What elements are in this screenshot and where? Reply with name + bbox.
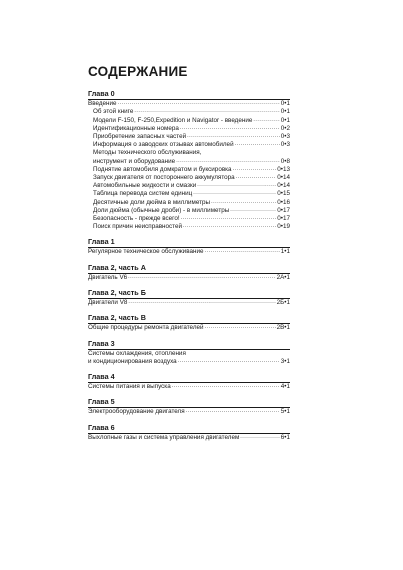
dot-leader xyxy=(236,173,277,181)
toc-entry[interactable] xyxy=(88,299,290,307)
chapter-heading: Глава 6 xyxy=(88,424,290,434)
toc-entry-title: Выхлопные газы и система управления двигателем xyxy=(88,433,240,441)
toc-page-number: 0•1 xyxy=(280,100,290,108)
chapter-heading: Глава 2, часть Б xyxy=(88,289,290,299)
toc-page-number: 0•8 xyxy=(280,157,290,165)
toc-chapter xyxy=(88,264,290,282)
dot-leader xyxy=(240,433,280,441)
toc-page-number: 0•15 xyxy=(277,190,290,198)
chapter-spacer xyxy=(88,417,290,424)
toc-chapter xyxy=(88,90,290,231)
dot-leader xyxy=(178,357,280,365)
toc-entry-title: Таблица перевода систем единиц xyxy=(93,190,193,198)
toc-page-number: 5•1 xyxy=(280,408,290,416)
dot-leader xyxy=(187,132,280,140)
dot-leader xyxy=(181,214,277,222)
chapter-heading: Глава 2, часть А xyxy=(88,264,290,274)
toc-page-number: 3•1 xyxy=(280,357,290,365)
toc-entry[interactable] xyxy=(88,274,290,282)
chapter-heading: Глава 5 xyxy=(88,398,290,408)
toc-entry-title: Двигатель V6 xyxy=(88,273,128,281)
toc-chapter xyxy=(88,424,290,442)
chapter-heading: Глава 3 xyxy=(88,340,290,350)
toc-entry-title: Поиск причин неисправностей xyxy=(93,223,183,231)
toc-entry-title: Безопасность - прежде всего! xyxy=(93,214,180,222)
dot-leader xyxy=(118,99,280,107)
toc-page-number: 2В•1 xyxy=(276,324,290,332)
toc-chapter xyxy=(88,289,290,307)
toc-entry-text[interactable]: Методы технического обслуживания, xyxy=(93,149,202,157)
toc-entry-title: Информация о заводских отзывах автомобилей xyxy=(93,141,234,149)
toc-page-number: 0•17 xyxy=(277,214,290,222)
toc-entry-title: и кондиционирования воздуха xyxy=(88,357,177,365)
dot-leader xyxy=(211,198,276,206)
toc-page-number: 0•16 xyxy=(277,198,290,206)
toc-entry-title: Запуск двигателя от постороннего аккумулятора xyxy=(93,173,235,181)
toc-entry-title: Электрооборудование двигателя xyxy=(88,408,185,416)
chapter-heading: Глава 1 xyxy=(88,238,290,248)
table-of-contents xyxy=(88,90,290,442)
dot-leader xyxy=(128,273,275,281)
toc-entry[interactable] xyxy=(88,324,290,332)
toc-entry-title: Регулярное техническое обслуживание xyxy=(88,248,204,256)
chapter-spacer xyxy=(88,231,290,238)
toc-entry-title: Введение xyxy=(88,100,117,108)
toc-entry[interactable] xyxy=(88,248,290,256)
toc-page-number: 0•1 xyxy=(280,108,290,116)
toc-page-number: 0•17 xyxy=(277,206,290,214)
page-title: СОДЕРЖАНИЕ xyxy=(88,64,188,79)
toc-entry-title: Десятичные доли дюйма в миллиметры xyxy=(93,198,211,206)
toc-chapter xyxy=(88,398,290,416)
dot-leader xyxy=(204,247,279,255)
toc-entry-title: Идентификационные номера xyxy=(93,124,179,132)
toc-page-number: 4•1 xyxy=(280,383,290,391)
toc-page-number: 0•2 xyxy=(280,124,290,132)
toc-entry-title: Общие процедуры ремонта двигателей xyxy=(88,324,204,332)
dot-leader xyxy=(183,222,276,230)
toc-entry-title: Об этой книге xyxy=(93,108,134,116)
dot-leader xyxy=(197,181,276,189)
toc-entry-title: Доли дюйма (обычные дроби) - в миллиметры xyxy=(93,206,230,214)
chapter-spacer xyxy=(88,333,290,340)
dot-leader xyxy=(128,298,275,306)
dot-leader xyxy=(253,116,279,124)
chapter-heading: Глава 2, часть В xyxy=(88,314,290,324)
toc-page-number: 0•14 xyxy=(277,182,290,190)
toc-entry[interactable] xyxy=(88,358,290,366)
dot-leader xyxy=(205,323,276,331)
toc-entry-title: Поднятие автомобиля домкратом и буксировка xyxy=(93,165,232,173)
dot-leader xyxy=(193,189,276,197)
dot-leader xyxy=(230,206,276,214)
toc-entry-title: Автомобильные жидкости и смазки xyxy=(93,182,197,190)
chapter-heading: Глава 0 xyxy=(88,90,290,100)
toc-page-number: 0•1 xyxy=(280,116,290,124)
dot-leader xyxy=(172,382,280,390)
toc-page-number: 2А•1 xyxy=(276,273,290,281)
toc-page-number: 0•13 xyxy=(277,165,290,173)
dot-leader xyxy=(176,157,280,165)
toc-page-number: 1•1 xyxy=(280,248,290,256)
toc-entry-title: инструмент и оборудование xyxy=(93,157,176,165)
toc-page-number: 2Б•1 xyxy=(276,299,290,307)
chapter-spacer xyxy=(88,366,290,373)
dot-leader xyxy=(186,407,280,415)
toc-entry[interactable] xyxy=(88,223,290,231)
toc-entry-title: Двигатели V8 xyxy=(88,299,128,307)
toc-page-number: 0•3 xyxy=(280,132,290,140)
dot-leader xyxy=(180,124,280,132)
toc-entry[interactable] xyxy=(88,383,290,391)
chapter-spacer xyxy=(88,391,290,398)
toc-chapter xyxy=(88,340,290,367)
toc-page-number: 0•19 xyxy=(277,223,290,231)
toc-entry-title: Системы питания и выпуска xyxy=(88,383,171,391)
toc-chapter xyxy=(88,373,290,391)
toc-entry[interactable] xyxy=(88,434,290,442)
toc-page-number: 6•1 xyxy=(280,433,290,441)
dot-leader xyxy=(233,165,277,173)
toc-entry-title: Приобретение запасных частей xyxy=(93,132,187,140)
toc-entry-title: Модели F-150, F-250,Expedition и Navigator - введение xyxy=(93,116,253,124)
toc-chapter xyxy=(88,238,290,256)
toc-page-number: 0•14 xyxy=(277,173,290,181)
toc-entry[interactable] xyxy=(88,408,290,416)
toc-chapter xyxy=(88,314,290,332)
toc-entry-text[interactable]: Системы охлаждения, отопления xyxy=(88,349,186,357)
dot-leader xyxy=(134,107,279,115)
dot-leader xyxy=(235,140,280,148)
toc-page-number: 0•3 xyxy=(280,141,290,149)
chapter-heading: Глава 4 xyxy=(88,373,290,383)
